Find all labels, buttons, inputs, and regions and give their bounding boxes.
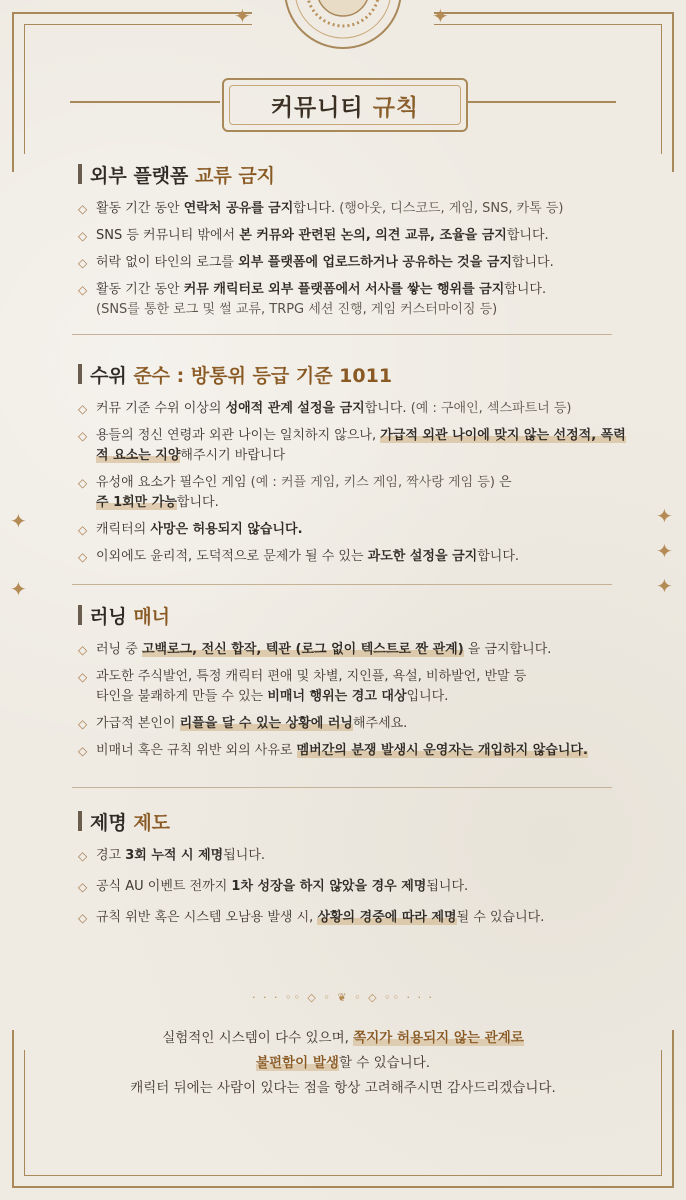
list-item: ◇ 과도한 주식발언, 특정 캐릭터 편애 및 차별, 지인플, 욕설, 비하발언, 반말 등 타인을 불쾌하게 만들 수 있는 비매너 행위는 경고 대상입니다. [78, 669, 527, 704]
frame-inner-left-bottom [24, 1050, 25, 1176]
sparkle-star-icon: ✦ [10, 577, 27, 601]
section-bar [78, 605, 82, 625]
list-item: ◇ SNS 등 커뮤니티 밖에서 본 커뮤와 관련된 논의, 의견 교류, 조율을 금지합니다. [78, 226, 638, 246]
list-item: ◇ 가급적 본인이 리플을 달 수 있는 상황에 러닝해주세요. [78, 714, 638, 734]
diamond-bullet-icon: ◇ [78, 283, 88, 297]
section-divider [72, 787, 612, 788]
ornament-divider-icon: · · · ◦◦ ◇ ◦ ❦ ◦ ◇ ◦◦ · · · [251, 991, 434, 1004]
list-item: ◇ 허락 없이 타인의 로그를 외부 플랫폼에 업로드하거나 공유하는 것을 금지합니다. [78, 253, 638, 273]
diamond-bullet-icon: ◇ [78, 849, 88, 863]
section-bar [78, 811, 82, 831]
section-title: 수위 준수 : 방통위 등급 기준 1011 [90, 364, 393, 387]
sparkle-star-icon: ✦ [656, 574, 673, 598]
frame-inner-top-right [434, 24, 662, 25]
frame-left-bottom [12, 1030, 14, 1188]
diamond-bullet-icon: ◇ [78, 643, 88, 657]
list-item: ◇ 비매너 혹은 규칙 위반 외의 사유로 멤버간의 분쟁 발생시 운영자는 개입하지 않습니다. [78, 741, 638, 761]
diamond-bullet-icon: ◇ [78, 229, 88, 243]
section-title: 러닝 매너 [90, 605, 171, 628]
section-bar [78, 164, 82, 184]
sun-ornament-icon [273, 0, 413, 70]
list-item: ◇ 이외에도 윤리적, 도덕적으로 문제가 될 수 있는 과도한 설정을 금지합니다. [78, 547, 638, 567]
section-running-manner [78, 600, 638, 768]
diamond-bullet-icon: ◇ [78, 880, 88, 894]
frame-inner-left [24, 24, 25, 154]
list-item: ◇ 커뮤 기준 수위 이상의 성애적 관계 설정을 금지합니다. (예 : 구애인, 섹스파트너 등) [78, 399, 638, 419]
section-divider [72, 334, 612, 335]
list-item: ◇ 유성애 요소가 필수인 게임 (예 : 커플 게임, 키스 게임, 짝사랑 게임 등) 은 주 1회만 가능합니다. [78, 475, 512, 510]
section-heading [78, 806, 638, 836]
title-main: 커뮤니티 [270, 94, 373, 121]
diamond-bullet-icon: ◇ [78, 744, 88, 758]
sparkle-star-icon: ✦ [656, 504, 673, 528]
list-item: ◇ 용들의 정신 연령과 외관 나이는 일치하지 않으나, 가급적 외관 나이에 맞지 않는 선정적, 폭력적 요소는 지양해주시기 바랍니다 [78, 428, 626, 463]
title-wing-right [466, 101, 616, 103]
page-title [222, 78, 468, 132]
section-external-platform [78, 159, 638, 327]
diamond-bullet-icon: ◇ [78, 256, 88, 270]
section-bar [78, 364, 82, 384]
section-title: 외부 플랫폼 교류 금지 [90, 164, 276, 187]
frame-bottom-left [12, 1186, 674, 1188]
section-heading [78, 600, 638, 630]
title-accent: 규칙 [372, 94, 420, 121]
diamond-bullet-icon: ◇ [78, 476, 88, 490]
section-divider [72, 584, 612, 585]
list-item: ◇ 활동 기간 동안 연락처 공유를 금지합니다. (행아웃, 디스코드, 게임, SNS, 카톡 등) [78, 199, 638, 219]
title-wing-left [70, 101, 220, 103]
frame-top-left [12, 12, 252, 14]
list-item: ◇ 러닝 중 고백로그, 전신 합작, 텍관 (로그 없이 텍스트로 짠 관계) 을 금지합니다. [78, 640, 638, 660]
section-content-rating [78, 359, 638, 574]
frame-top-right [434, 12, 674, 14]
frame-right-bottom [672, 1030, 674, 1188]
frame-inner-top-left [24, 24, 252, 25]
sparkle-star-icon: ✦ [234, 4, 251, 28]
diamond-bullet-icon: ◇ [78, 911, 88, 925]
list-item: ◇ 캐릭터의 사망은 허용되지 않습니다. [78, 520, 638, 540]
list-item: ◇ 경고 3회 누적 시 제명됩니다. [78, 846, 638, 866]
diamond-bullet-icon: ◇ [78, 202, 88, 216]
sparkle-star-icon: ✦ [10, 509, 27, 533]
section-heading [78, 159, 638, 189]
frame-left [12, 12, 14, 172]
frame-bottom-inner [24, 1175, 662, 1176]
diamond-bullet-icon: ◇ [78, 717, 88, 731]
section-expulsion [78, 806, 638, 935]
diamond-bullet-icon: ◇ [78, 402, 88, 416]
list-item: ◇ 활동 기간 동안 커뮤 캐릭터로 외부 플랫폼에서 서사를 쌓는 행위를 금지합니다. (SNS를 통한 로그 및 썰 교류, TRPG 세션 진행, 게임 커스터마이징 등) [78, 282, 547, 317]
sparkle-star-icon: ✦ [432, 4, 449, 28]
diamond-bullet-icon: ◇ [78, 550, 88, 564]
section-heading [78, 359, 638, 389]
diamond-bullet-icon: ◇ [78, 670, 88, 684]
section-title: 제명 제도 [90, 811, 171, 834]
diamond-bullet-icon: ◇ [78, 523, 88, 537]
sparkle-star-icon: ✦ [656, 539, 673, 563]
list-item: ◇ 규칙 위반 혹은 시스템 오남용 발생 시, 상황의 경중에 따라 제명될 수 있습니다. [78, 908, 638, 928]
frame-inner-right-bottom [661, 1050, 662, 1176]
frame-right [672, 12, 674, 172]
frame-inner-right [661, 24, 662, 154]
diamond-bullet-icon: ◇ [78, 429, 88, 443]
footer-notice: 실험적인 시스템이 다수 있으며, 쪽지가 허용되지 않는 관계로 불편함이 발생할 수 있습니다. 캐릭터 뒤에는 사람이 있다는 점을 항상 고려해주시면 감사드리겠습니다. [130, 1030, 556, 1096]
list-item: ◇ 공식 AU 이벤트 전까지 1차 성장을 하지 않았을 경우 제명됩니다. [78, 877, 638, 897]
